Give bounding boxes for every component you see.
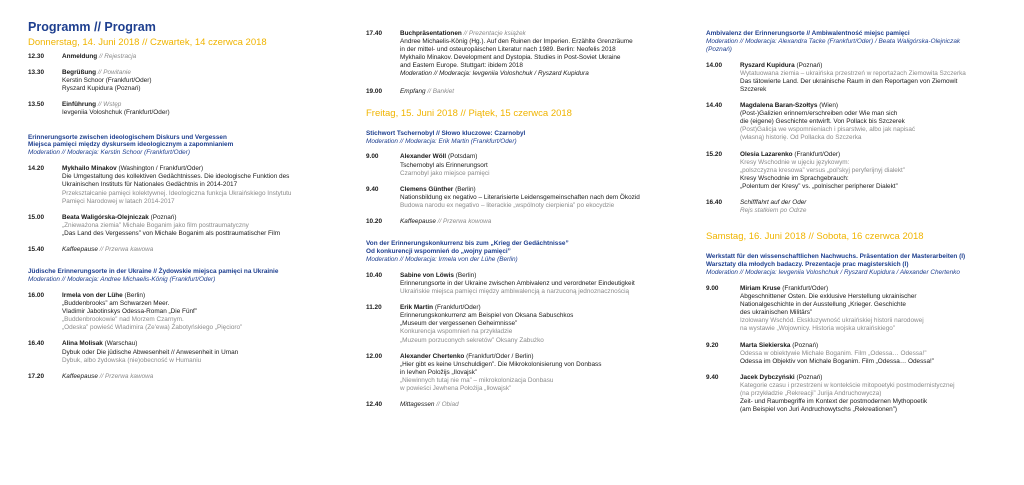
talk-title-pl: „Buddenbrookowie” nad Morzem Czarnym.	[62, 316, 184, 324]
item-title-pl: // Rejestracja	[98, 53, 137, 60]
talk-title-pl: Ukraińskie miejsca pamięci między ambiwalencją a narzuconą jednoznacznością	[400, 288, 630, 296]
speaker-name: Mykhailo Minakov	[62, 165, 117, 173]
page-title: Programm // Program	[28, 20, 156, 34]
program-item	[706, 151, 1006, 191]
talk-title-de: (am Beispiel von Juri Andruchowytschs „Rekreationen”)	[740, 406, 897, 414]
speaker-name: Irmela von der Lühe	[62, 291, 123, 299]
talk-title-pl: w powieści Jewhena Położija „Iłowajsk”	[400, 384, 512, 392]
talk-title-pl: „Odeska” powieść Wladimira (Ze'ewa) Żabotyńskiego „Pięcioro”	[62, 324, 243, 332]
talk-title-pl: Konkurencja wspomnień na przykładzie	[400, 328, 513, 336]
item-title: Kaffeepause	[62, 372, 98, 380]
session-moderation: (Poznań)	[706, 45, 732, 53]
item-title-pl: // Przerwa kawowa	[99, 246, 154, 254]
speaker-name: Alexander Wöll	[400, 153, 447, 161]
item-title-pl: // Obiad	[436, 401, 459, 409]
book-line: Andree Michaelis-König (Hg.). Auf den Ruinen der Imperien. Erzählte Grenzräume	[400, 38, 633, 46]
speaker-origin: (Poznań)	[792, 341, 819, 349]
talk-title-pl: Odessa w obiektywie Michale Boganim. Film „Odessa… Odessa!”	[740, 349, 927, 357]
talk-title-pl: Kresy Wschodnie w ujęciu językowym:	[740, 158, 850, 166]
talk-title-de: Kresy Wschodnie im Sprachgebrauch:	[740, 174, 849, 182]
speaker-origin: (Frankfurt/Oder)	[782, 284, 829, 292]
column-left	[28, 0, 328, 485]
session-heading	[28, 134, 328, 158]
speaker-name: Magdalena Baran-Szołtys	[740, 102, 818, 110]
talk-title-de: „Buddenbrooks” am Schwarzen Meer.	[62, 300, 170, 308]
talk-title-de: Odessa im Objektiv von Michale Boganim. Film „Odessa… Odessa!”	[740, 357, 934, 365]
item-time: 12.30	[28, 53, 44, 60]
item-title-pl: // Bankiet	[427, 87, 455, 95]
day-heading-saturday: Samstag, 16. Juni 2018 // Sobota, 16 czerwca 2018	[706, 231, 924, 243]
speaker-name: Ryszard Kupidura	[740, 61, 795, 69]
item-time: 9.00	[706, 284, 719, 292]
talk-title-de: Erinnerungsorte in der Ukraine zwischen Ambivalenz und verordneter Eindeutigkeit	[400, 279, 635, 287]
program-item	[366, 30, 671, 79]
session-heading	[706, 30, 1006, 54]
item-time: 14.20	[28, 165, 44, 173]
speaker-origin: (Warschau)	[104, 340, 138, 348]
talk-title-pl: Izolowany Wschód. Ekskluzywność ukraińskiej historii narodowej	[740, 317, 924, 325]
program-item	[366, 218, 671, 226]
speaker-name: Clemens Günther	[400, 185, 454, 193]
talk-title-de: (Post-)Galizien erinnern/erschreiben oder Wie man sich	[740, 110, 898, 118]
program-item	[28, 214, 328, 238]
talk-title-pl: Przekształcanie pamięci kolektywnej. Ideologiczna funkcja Ukraińskiego Instytutu	[62, 189, 292, 197]
item-time: 10.40	[366, 271, 382, 279]
program-item	[28, 373, 328, 381]
item-title: Buchpräsentationen	[400, 30, 462, 37]
speaker-name: Beata Waligórska-Olejniczak	[62, 213, 149, 221]
talk-title-de: die (eigene) Geschichte entwirft. Von Pollack bis Szczerek	[740, 118, 905, 126]
talk-title-de: Das tätowierte Land. Der ukrainische Raum in den Reportagen von Ziemowit	[740, 77, 958, 85]
session-title-de: Erinnerungsorte zwischen ideologischem Diskurs und Vergessen	[28, 133, 227, 141]
item-time: 13.30	[28, 69, 44, 77]
item-time: 13.50	[28, 101, 44, 109]
item-title-pl: // Przerwa kawowa	[99, 372, 154, 380]
speaker-origin: (Washington / Frankfurt/Oder)	[118, 165, 204, 173]
talk-title-de: Tschernobyl als Erinnerungsort	[400, 161, 488, 169]
session-heading	[706, 253, 1006, 277]
talk-title-de: „Das Land des Vergessens” von Michale Boganim als posttraumatischer Film	[62, 229, 281, 237]
item-time: 15.20	[706, 150, 722, 158]
talk-title-de: in Ievhen Položijs „Ilovajsk”	[400, 368, 478, 376]
talk-title-pl: na wystawie „Wojownicy. Historia wojska ukraińskiego”	[740, 325, 895, 333]
speaker-origin: (Wien)	[819, 102, 839, 110]
program-item	[706, 285, 1006, 334]
talk-title-pl: „polszczyzna kresowa” versus „pol'skyj peryferijnyj dialekt”	[740, 166, 905, 174]
talk-title-de: Abgeschnittener Osten. Die exklusive Herstellung ukrainischer	[740, 293, 917, 301]
session-moderation: Moderation // Moderacja: Alexandra Tacke (Frankfurt/Oder) / Beata Waligórska-Olejniczak	[706, 37, 961, 45]
session-heading	[28, 268, 328, 284]
item-time: 15.40	[28, 246, 44, 254]
session-moderation: Moderation // Moderacja: Irmela von der Lühe (Berlin)	[366, 255, 518, 263]
session-moderation: Moderation // Moderacja: Andree Michaelis-König (Frankfurt/Oder)	[28, 276, 216, 284]
item-title: Kaffeepause	[62, 246, 98, 254]
talk-title-pl: „Niewinnych tutaj nie ma” – mikrokolonizacja Donbasu	[400, 376, 554, 384]
program-item	[706, 199, 1006, 215]
column-middle	[366, 0, 671, 485]
speaker: Ryszard Kupidura (Poznań)	[62, 85, 141, 93]
session-title-pl: Od konkurencji wspomnień do „wojny pamięci”	[366, 248, 511, 256]
speaker-name: Sabine von Löwis	[400, 271, 454, 279]
program-item	[706, 342, 1006, 366]
program-item	[366, 272, 671, 296]
item-title: Mittagessen	[400, 401, 435, 409]
speaker-origin: (Frankfurt/Oder)	[794, 150, 841, 158]
item-time: 16.40	[706, 199, 722, 207]
talk-title-de: „Polentum der Kresy” vs. „polnischer peripherer Dialekt”	[740, 182, 898, 190]
speaker-name: Olesia Lazarenko	[740, 150, 793, 158]
item-time: 12.40	[366, 401, 382, 409]
item-title-pl: // Prezentacje książek	[463, 30, 526, 37]
talk-title-de: Dybuk oder Die jüdische Abwesenheit // Anwesenheit in Uman	[62, 348, 239, 356]
item-time: 12.00	[366, 352, 382, 360]
talk-title-de: Zeit- und Raumbegriffe im Kontext der postmodernen Mythopoetik	[740, 398, 928, 406]
item-title: Anmeldung	[62, 53, 98, 60]
session-title: Stichwort Tschernobyl // Słowo kluczowe: Czarnobyl	[366, 129, 526, 137]
program-item	[706, 374, 1006, 414]
speaker-name: Marta Siekierska	[740, 341, 791, 349]
book-line: and Eastern Europe. Stuttgart: ibidem 2018	[400, 62, 523, 70]
item-title: Kaffeepause	[400, 218, 436, 226]
program-item	[28, 292, 328, 332]
item-time: 19.00	[366, 87, 382, 95]
program-item	[366, 153, 671, 177]
item-title-pl: // Wstęp	[97, 101, 122, 109]
talk-title-de: „Museum der vergessenen Geheimnisse”	[400, 320, 518, 328]
item-time: 14.00	[706, 61, 722, 69]
program-item	[28, 101, 328, 117]
item-time: 9.20	[706, 341, 719, 349]
speaker: Ievgeniia Voloshchuk (Frankfurt/Oder)	[62, 109, 170, 117]
session-moderation: Moderation // Moderacja: Erik Martin (Frankfurt/Oder)	[366, 137, 517, 145]
item-title-pl: // Przerwa kowowa	[437, 218, 492, 226]
speaker-origin: (Poznań)	[796, 61, 823, 69]
talk-title-de: Vladimir Jabotinskys Odessa-Roman „Die Fünf”	[62, 308, 197, 316]
item-title: Begrüßung	[62, 69, 97, 77]
program-item	[706, 62, 1006, 94]
program-item	[366, 304, 671, 344]
program-item	[28, 53, 328, 61]
item-title: Schifffahrt auf der Oder	[740, 199, 807, 207]
talk-title-pl: Dybuk, albo żydowska (nie)obecność w Humaniu	[62, 356, 202, 364]
item-title-pl: Rejs statkiem po Odrze	[740, 207, 807, 215]
talk-title-pl: Czarnobyl jako miejsce pamięci	[400, 169, 490, 177]
day-heading-friday: Freitag, 15. Juni 2018 // Piątek, 15 czerwca 2018	[366, 107, 572, 119]
talk-title-de: „Hier gibt es keine Unschuldigen”. Die Mikrokolonisierung von Donbass	[400, 360, 602, 368]
item-title: Empfang	[400, 87, 426, 95]
speaker-name: Alina Molisak	[62, 340, 103, 348]
speaker-name: Alexander Chertenko	[400, 352, 465, 360]
item-title: Einführung	[62, 101, 97, 109]
book-line: in der mittel- und osteuropäischen Literatur nach 1989. Berlin: Neofelis 2018	[400, 46, 616, 54]
speaker-name: Erik Martin	[400, 304, 434, 312]
session-title: Ambivalenz der Erinnerungsorte // Ambiwalentność miejsc pamięci	[706, 30, 910, 37]
item-time: 17.20	[28, 372, 44, 380]
program-item	[28, 340, 328, 364]
talk-title-de: Szczerek	[740, 86, 767, 93]
talk-title-de: Ukrainischen Instituts für Nationales Gedächtnis in 2014-2017	[62, 181, 238, 189]
session-title-de: Werkstatt für den wissenschaftlichen Nachwuchs. Präsentation der Masterarbeiten (I)	[706, 253, 966, 261]
speaker: Kerstin Schoor (Frankfurt/Oder)	[62, 77, 152, 85]
speaker-origin: (Poznań)	[796, 373, 823, 381]
session-title-de: Von der Erinnerungskonkurrenz bis zum „Krieg der Gedächtnisse”	[366, 240, 569, 248]
talk-title-pl: (własną) historię. Od Pollacka do Szczerka	[740, 134, 862, 142]
item-time: 9.40	[366, 185, 379, 193]
talk-title-pl: (na przykładzie „Rekreacji” Jurija Andruchowycza)	[740, 389, 882, 397]
item-time: 10.20	[366, 218, 382, 226]
program-item	[366, 401, 671, 409]
talk-title-pl: „Muzeum porzuconych sekretów” Oksany Zabużko	[400, 336, 544, 344]
item-time: 15.00	[28, 213, 44, 221]
session-title-pl: Miejsca pamięci między dyskursem ideologicznym a zapomnianiem	[28, 141, 234, 149]
speaker-origin: (Potsdam)	[447, 153, 478, 161]
program-item	[28, 69, 328, 93]
session-moderation: Moderation // Moderacja: Ievgeniia Voloshchuk / Ryszard Kupidura / Alexander Chertenko	[706, 269, 960, 277]
speaker-origin: (Poznań)	[150, 213, 177, 221]
talk-title-pl: Kategorie czasu i przestrzeni w kontekście mitopoetyki postmodernistycznej	[740, 381, 955, 389]
speaker-origin: (Berlin)	[455, 271, 477, 279]
speaker-name: Jacek Dybczyński	[740, 373, 795, 381]
program-item	[366, 353, 671, 393]
speaker-origin: (Frankfurt/Oder / Berlin)	[466, 352, 534, 360]
talk-title-pl: Budowa narodu ex negativo – literackie „wspólnoty cierpienia” po ekocydzie	[400, 201, 615, 209]
talk-title-pl: Pamięci Narodowej w latach 2014-2017	[62, 197, 175, 205]
session-title-pl: Warsztaty dla młodych badaczy. Prezentacje prac magisterskich (I)	[706, 261, 909, 269]
program-item	[366, 88, 671, 96]
talk-title-de: des ukrainischen Militärs”	[740, 309, 813, 317]
talk-title-pl: (Post)Galicja we wspomnieniach i pisarstwie, albo jak napisać	[740, 126, 916, 134]
program-item	[366, 186, 671, 210]
program-item	[28, 165, 328, 205]
speaker-origin: (Berlin)	[124, 291, 146, 299]
session-heading	[366, 130, 671, 146]
session-moderation: Moderation // Moderacja: Kerstin Schoor (Frankfurt/Oder)	[28, 149, 190, 157]
item-moderation: Moderation // Moderacja: Ievgeniia Voloshchuk / Ryszard Kupidura	[400, 70, 589, 78]
program-item	[706, 102, 1006, 142]
item-time: 16.40	[28, 340, 44, 348]
session-heading	[366, 240, 671, 264]
day-heading-thursday: Donnerstag, 14. Juni 2018 // Czwartek, 14 czerwca 2018	[28, 37, 267, 48]
session-title: Jüdische Erinnerungsorte in der Ukraine // Żydowskie miejsca pamięci na Ukrainie	[28, 268, 279, 276]
column-right	[706, 0, 1006, 485]
program-item	[28, 246, 328, 254]
item-time: 14.40	[706, 102, 722, 110]
talk-title-de: Nationalgeschichte in der Ausstellung „Krieger. Geschichte	[740, 301, 906, 309]
speaker-origin: (Frankfurt/Oder)	[434, 304, 481, 312]
item-time: 16.00	[28, 291, 44, 299]
talk-title-pl: Wytatuowana ziemia – ukraińska przestrzeń w reportażach Ziemowita Szczerka	[740, 69, 966, 77]
speaker-origin: (Berlin)	[455, 185, 476, 193]
item-time: 9.40	[706, 373, 719, 381]
talk-title-pl: „Znieważona ziemia” Michale Boganim jako film posttraumatyczny	[62, 221, 249, 229]
talk-title-de: Erinnerungskonkurrenz am Beispiel von Oksana Sabuschkos	[400, 312, 574, 320]
item-time: 9.00	[366, 153, 379, 161]
item-title-pl: // Powitanie	[97, 69, 131, 77]
talk-title-de: Nationsbildung ex negativo – Literarisierte Leidensgemeinschaften nach dem Ökozid	[400, 193, 640, 201]
speaker-name: Miriam Kruse	[740, 284, 781, 292]
book-line: Mykhailo Minakov. Development and Dystopia. Studies in Post-Soviet Ukraine	[400, 54, 621, 62]
talk-title-de: Die Umgestaltung des kollektiven Gedächtnisses. Die ideologische Funktion des	[62, 173, 290, 181]
item-time: 17.40	[366, 30, 382, 37]
item-time: 11.20	[366, 304, 382, 312]
